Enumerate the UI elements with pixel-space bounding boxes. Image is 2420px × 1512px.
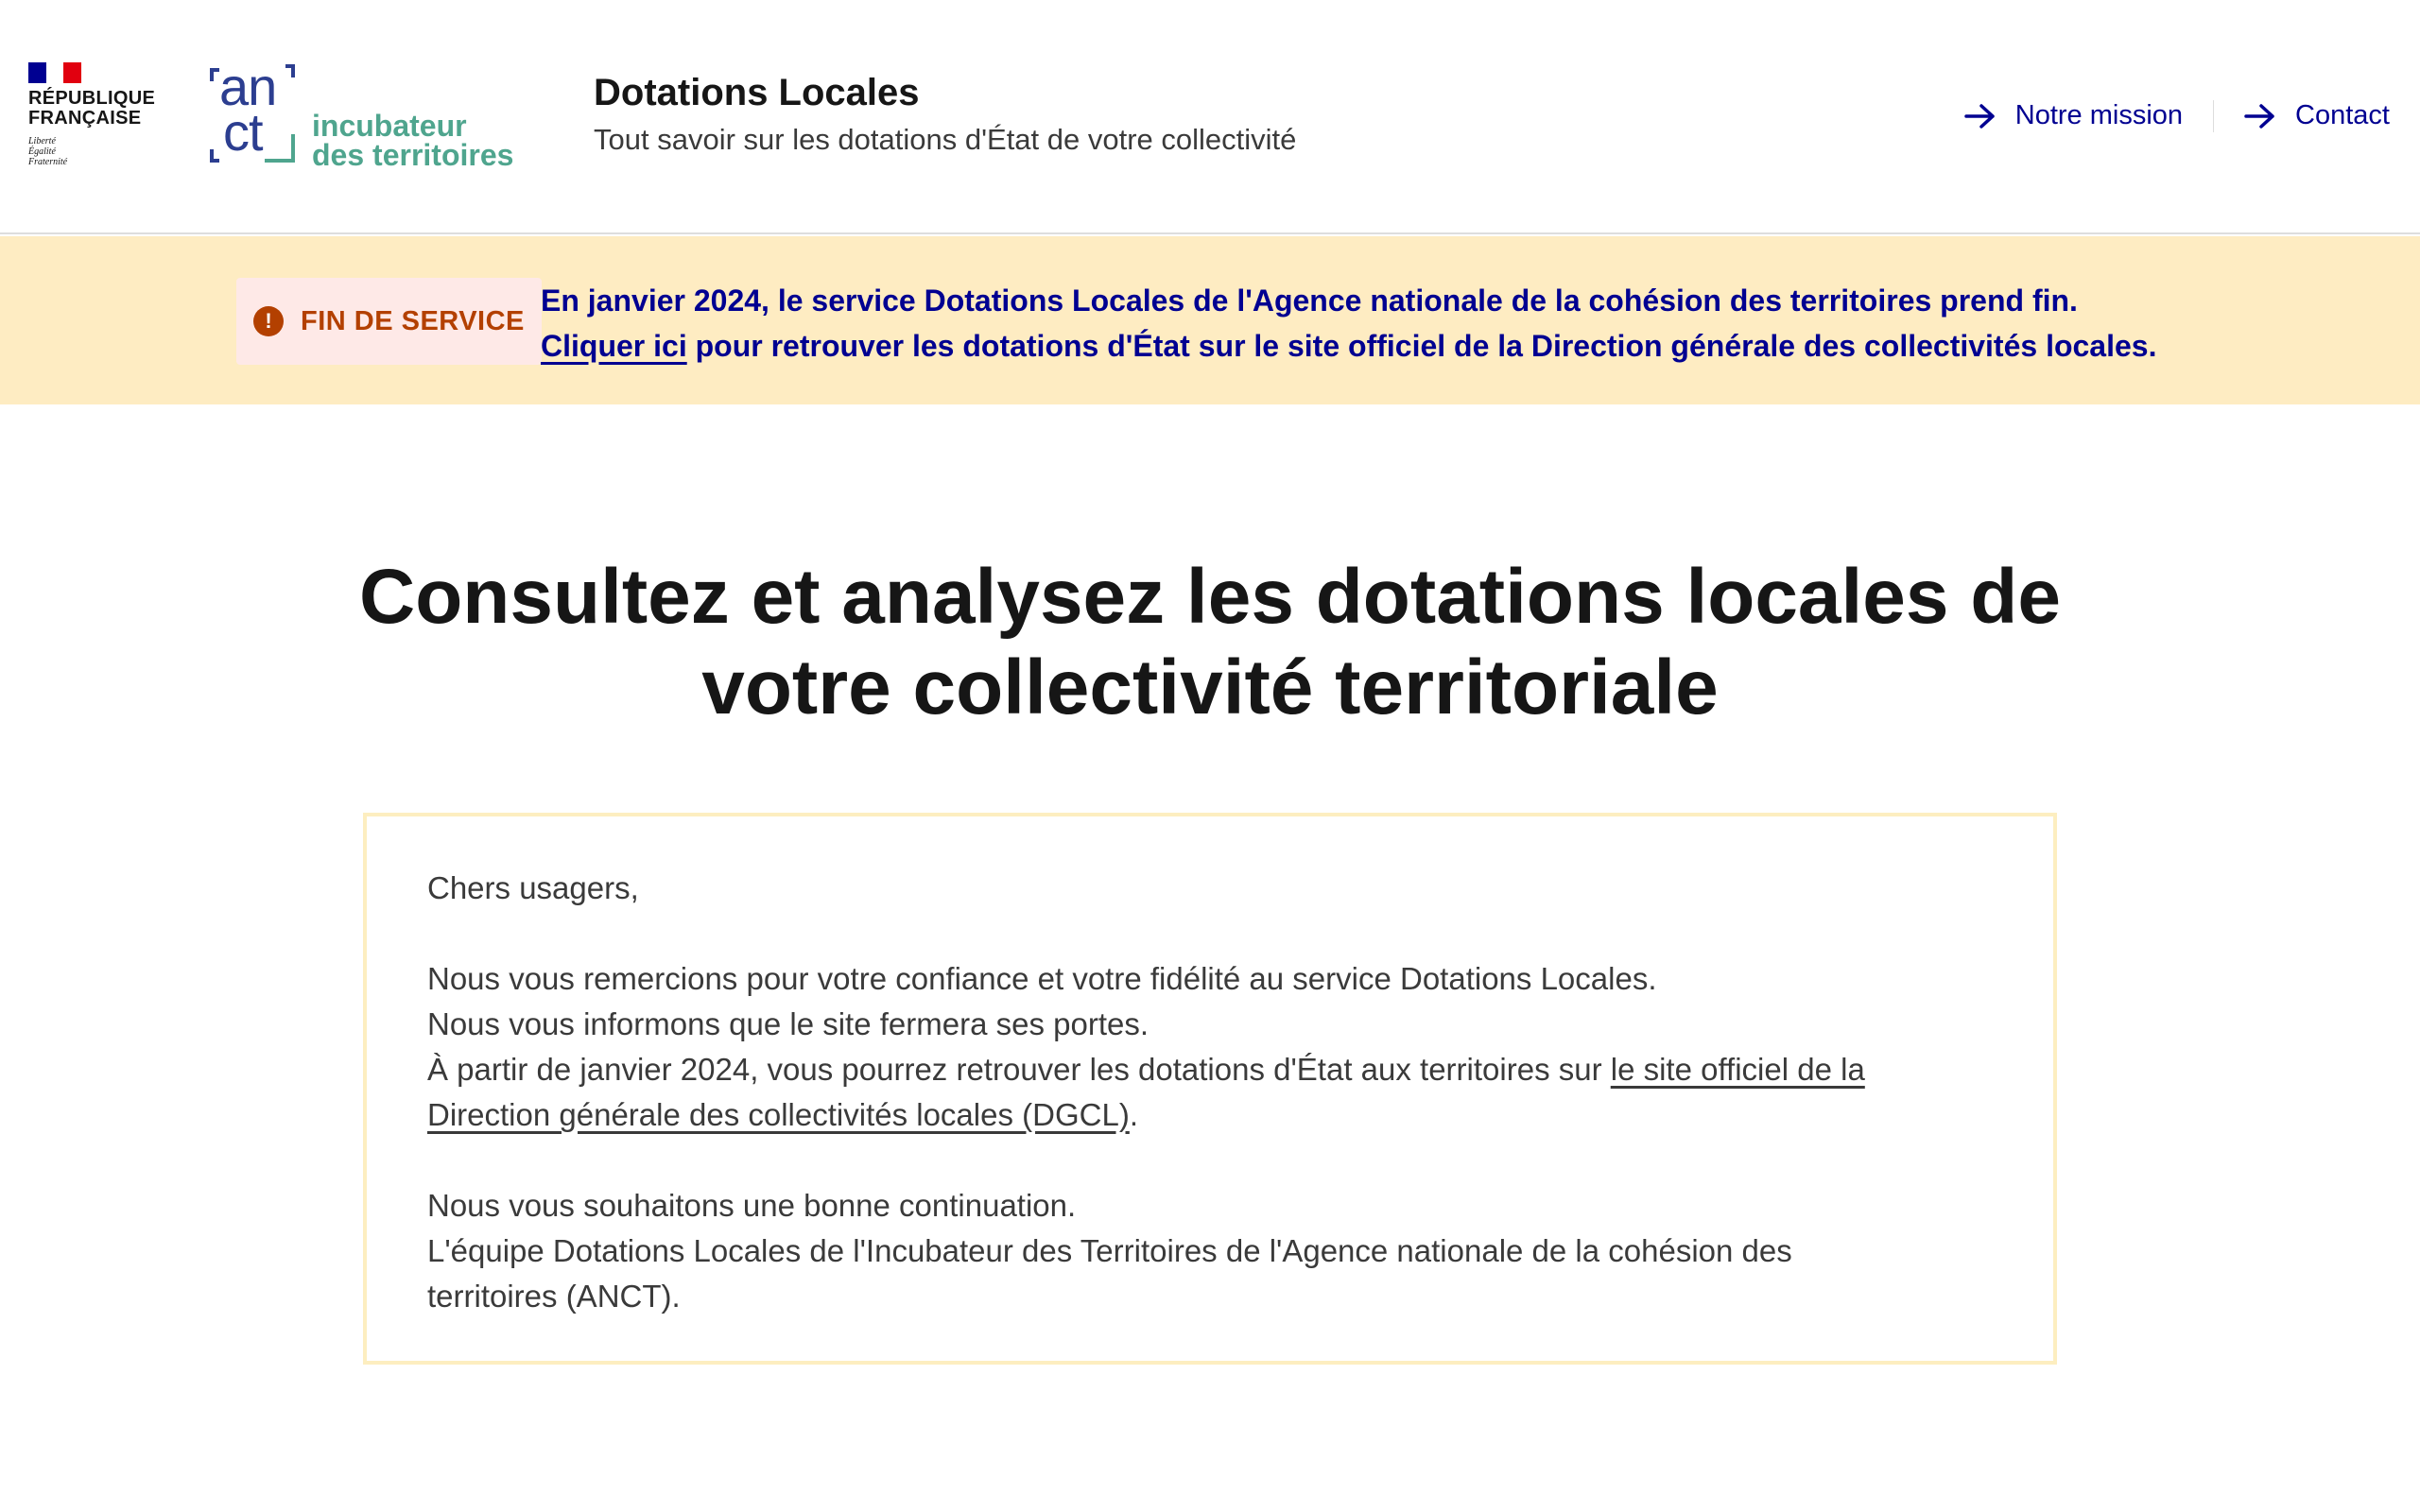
dgcl-link-part2: Direction générale des collectivités locales (DGCL): [427, 1097, 1130, 1132]
marianne-flag-icon: [28, 62, 81, 83]
anct-text-line1: incubateur: [312, 109, 467, 143]
rf-name-line2: FRANÇAISE: [28, 108, 142, 129]
page-title-line2: votre collectivité territoriale: [701, 644, 1719, 730]
rf-name-line1: RÉPUBLIQUE: [28, 88, 156, 109]
anct-mark-bottom: ct: [223, 102, 263, 162]
nav-divider: [2213, 100, 2214, 132]
page-title: [265, 552, 2155, 733]
site-brand[interactable]: [594, 70, 1296, 161]
rf-motto-line2: Égalité: [28, 146, 56, 157]
anct-mark-icon: [210, 57, 299, 170]
end-of-service-notice: [0, 236, 2420, 404]
message-paragraph-3-start: À partir de janvier 2024, vous pourrez retrouver les dotations d'État aux territoires sur: [427, 1052, 1611, 1087]
notice-link-cliquer-ici[interactable]: Cliquer ici: [541, 329, 687, 363]
anct-text-line2: des territoires: [312, 138, 514, 172]
nav-link-label: Notre mission: [2014, 100, 2184, 130]
status-badge: [236, 278, 542, 365]
message-paragraph-3: [427, 1047, 1993, 1138]
header-nav: [1964, 94, 2390, 137]
site-title: Dotations Locales: [594, 72, 920, 113]
message-paragraph-3-end: .: [1129, 1097, 1138, 1132]
alert-icon: !: [253, 306, 284, 336]
notice-line2: [541, 323, 2337, 369]
message-closing-2: L'équipe Dotations Locales de l'Incubateur des Territoires de l'Agence nationale de la cohésion des: [427, 1233, 1792, 1268]
nav-link-notre-mission[interactable]: [1964, 94, 2183, 137]
rf-motto-line1: Liberté: [28, 136, 56, 146]
arrow-right-icon: [2244, 103, 2276, 129]
message-paragraph-2: Nous vous informons que le site fermera ses portes.: [427, 1006, 1150, 1041]
nav-link-contact[interactable]: [2244, 94, 2390, 137]
anct-mark-top: an: [219, 57, 277, 116]
rf-motto-line3: Fraternité: [28, 157, 68, 167]
message-paragraph-1: Nous vous remercions pour votre confiance et votre fidélité au service Dotations Locales.: [427, 961, 1657, 996]
anct-text: [312, 109, 514, 172]
message-greeting: Chers usagers,: [427, 870, 639, 905]
closure-message-box: [363, 813, 2057, 1365]
site-header: [0, 0, 2420, 234]
rf-motto: [28, 136, 161, 167]
status-badge-label: FIN DE SERVICE: [301, 305, 525, 336]
notice-line2-text: pour retrouver les dotations d'État sur le site officiel de la Direction générale des collectivités locales.: [686, 329, 2157, 363]
republique-francaise-logo[interactable]: [28, 62, 161, 176]
arrow-right-icon: [1964, 103, 1996, 129]
message-closing-3: territoires (ANCT).: [427, 1279, 681, 1314]
nav-link-label: Contact: [2295, 100, 2390, 130]
anct-incubateur-logo[interactable]: [210, 57, 522, 176]
message-closing-1: Nous vous souhaitons une bonne continuation.: [427, 1188, 1077, 1223]
notice-text: [541, 278, 2337, 369]
site-tagline: Tout savoir sur les dotations d'État de votre collectivité: [594, 123, 1297, 156]
dgcl-link-part1: le site officiel de la: [1610, 1052, 1865, 1087]
notice-line1: En janvier 2024, le service Dotations Locales de l'Agence nationale de la cohésion des territoires prend fin.: [541, 284, 2078, 318]
page-title-line1: Consultez et analysez les dotations locales de: [359, 554, 2061, 640]
